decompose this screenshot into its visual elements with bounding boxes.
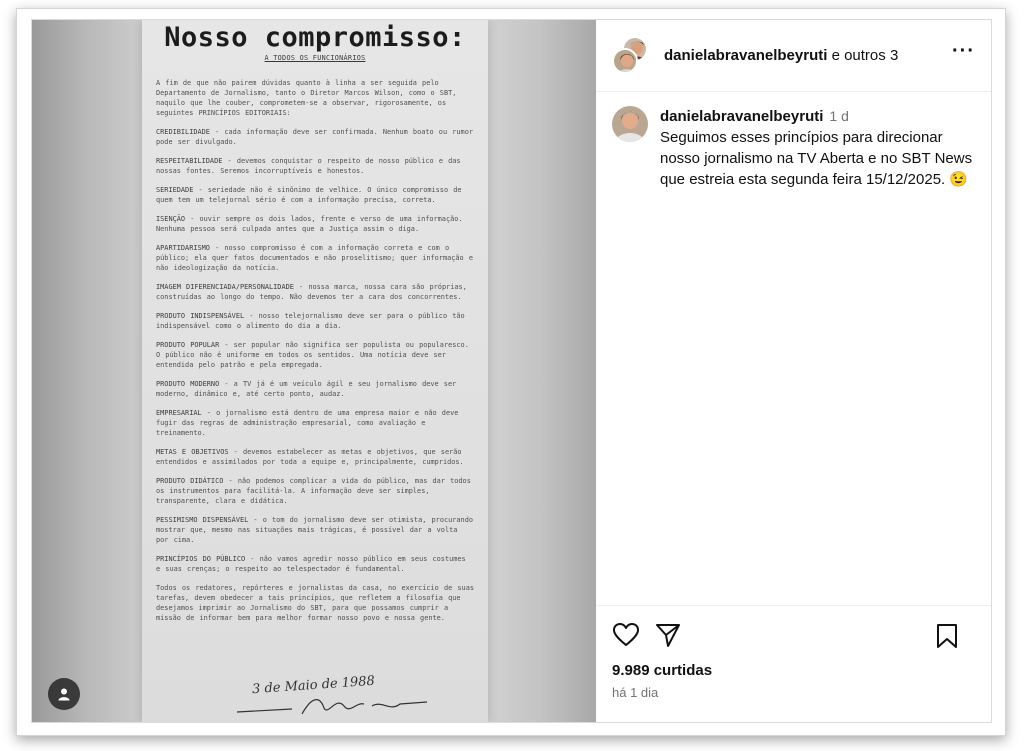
principle-term: PESSIMISMO DISPENSÁVEL: [156, 516, 249, 524]
principle-text: - nosso telejornalismo deve ser para o público tão indispensável como o alimento do dia a dia.: [156, 312, 465, 330]
principle-term: EMPRESARIAL: [156, 409, 202, 417]
principle-term: PRODUTO POPULAR: [156, 341, 220, 349]
bookmark-icon[interactable]: [933, 622, 961, 650]
principle-text: - cada informação deve ser confirmada. Nenhum boato ou rumor pode ser divulgado.: [156, 128, 473, 146]
document-principle: [156, 127, 474, 147]
document-principle: [156, 214, 474, 234]
document-signature: [232, 692, 432, 718]
document-title: Nosso compromisso:: [164, 22, 466, 53]
principle-text: - o tom do jornalismo deve ser otimista, procurando mostrar que, mesmo nas situações mais trágicas, é possível dar a volta por cima.: [156, 516, 474, 544]
principle-text: - seriedade não é sinônimo de velhice. O único compromisso de quem tem um telejornal sério é com a informação precisa, correta.: [156, 186, 462, 204]
principle-term: SERIEDADE: [156, 186, 194, 194]
header-others[interactable]: e outros 3: [827, 47, 899, 64]
user-tag-icon: [57, 687, 71, 701]
principle-text: - nossa marca, nossa cara são próprias, construídas ao longo do tempo. Não devemos ter a cara dos concorrentes.: [156, 283, 467, 301]
document-principle: [156, 340, 474, 370]
document-principle: [156, 476, 474, 506]
principle-term: METAS E OBJETIVOS: [156, 448, 229, 456]
principle-text: - devemos conquistar o respeito de nosso público e das nossas fontes. Seremos incorruptíveis e honestos.: [156, 157, 461, 175]
principle-term: PRODUTO MODERNO: [156, 380, 220, 388]
header-username[interactable]: danielabravanelbeyruti: [664, 47, 828, 64]
principle-term: PRODUTO INDISPENSÁVEL: [156, 312, 245, 320]
document-principle: [156, 447, 474, 467]
user-tag-button[interactable]: [48, 678, 80, 710]
post-actions-area: [596, 605, 991, 723]
principle-text: - não vamos agredir nosso público em seus costumes e suas crenças; o respeito ao telespectador é fundamental.: [156, 555, 466, 573]
principle-term: PRINCÍPIOS DO PÚBLICO: [156, 555, 246, 563]
principle-text: - a TV já é um veículo ágil e seu jornalismo deve ser moderno, dinâmico e, até certo ponto, audaz.: [156, 380, 457, 398]
principle-term: ISENÇÃO: [156, 215, 186, 223]
principle-term: CREDIBILIDADE: [156, 128, 210, 136]
document-intro: A fim de que não pairem dúvidas quanto à linha a ser seguida pelo Departamento de Jornalismo, tanto o Diretor Marcos Wilson, como o SBT, naquilo que lhe couber, comprometem-se a observar, rigorosamente, os seguintes PRINCÍPIOS EDITORIAIS:: [156, 79, 457, 117]
avatar: [612, 48, 638, 74]
paper-plane-icon[interactable]: [654, 621, 682, 649]
heart-icon[interactable]: [612, 621, 640, 649]
document-principle: [156, 185, 474, 205]
post-media[interactable]: [32, 20, 596, 723]
document-principle: [156, 515, 474, 545]
post-timestamp[interactable]: há 1 dia: [612, 685, 659, 700]
principle-term: RESPEITABILIDADE: [156, 157, 223, 165]
document-principles: [156, 127, 474, 574]
comments-section: [596, 92, 991, 605]
caption-username[interactable]: danielabravanelbeyruti: [660, 108, 824, 125]
principle-text: - ouvir sempre os dois lados, frente e verso de uma informação. Nenhuma pessoa será culpada antes que a Justiça assim o diga.: [156, 215, 463, 233]
post-side-panel: [596, 20, 991, 723]
principle-text: - o jornalismo está dentro de uma empresa maior e não deve fugir das regras de administração empresarial, como avaliação e treinamento.: [156, 409, 459, 437]
document-principle: [156, 311, 474, 331]
document-principle: [156, 379, 474, 399]
avatar[interactable]: [612, 106, 648, 142]
instagram-post: [31, 19, 992, 723]
principle-term: PRODUTO DIDÁTICO: [156, 477, 224, 485]
principle-term: APARTIDARISMO: [156, 244, 210, 252]
action-bar: [612, 620, 975, 650]
document-principle: [156, 554, 474, 574]
post-header-title: [664, 47, 952, 64]
post-caption: [612, 106, 975, 190]
caption-time[interactable]: 1 d: [829, 108, 849, 124]
principle-text: - devemos estabelecer as metas e objetivos, que serão entendidos e assimilados por toda a equipe e, principalmente, cumpridos.: [156, 448, 464, 466]
post-header: [596, 20, 991, 92]
principle-text: - não podemos complicar a vida do público, mas dar todos os instrumentos para facilitá-la. A informação deve ser simples, transparente, clara e didática.: [156, 477, 471, 505]
like-count[interactable]: 9.989 curtidas: [612, 662, 713, 679]
screenshot-frame: [16, 8, 1006, 736]
principle-text: - ser popular não significa ser populista ou popularesco. O público não é uniforme em todos os sentidos. Uma notícia deve ser entendida pelo patrão e pela empregada.: [156, 341, 469, 369]
document-subtitle: A TODOS OS FUNCIONÁRIOS: [264, 54, 366, 62]
principle-text: - nosso compromisso é com a informação correta e com o público; ela quer fatos documentados e não proselitismo; quer informação e não ideologização da notícia.: [156, 244, 473, 272]
document-photo: [142, 20, 488, 723]
document-signature-date: 3 de Maio de 1988: [251, 673, 376, 698]
document-principle: [156, 243, 474, 273]
document-closing: Todos os redatores, repórteres e jornalistas da casa, no exercício de suas tarefas, devem obedecer a tais princípios, que refletem a filosofia que desejamos imprimir ao Jornalismo do SBT, para que possamos cumprir a missão de informar bem para melhor formar nosso povo e nossa gente.: [156, 584, 474, 622]
document-principle: [156, 282, 474, 302]
caption-text: Seguimos esses princípios para direcionar nosso jornalismo na TV Aberta e no SBT News que estreia esta segunda feira 15/12/2025. 😉: [660, 129, 973, 188]
principle-term: IMAGEM DIFERENCIADA/PERSONALIDADE: [156, 283, 294, 291]
more-options-icon[interactable]: ···: [952, 40, 975, 62]
document-principle: [156, 408, 474, 438]
document-principle: [156, 156, 474, 176]
caption-body: [660, 106, 975, 190]
collab-avatars[interactable]: [612, 36, 648, 76]
